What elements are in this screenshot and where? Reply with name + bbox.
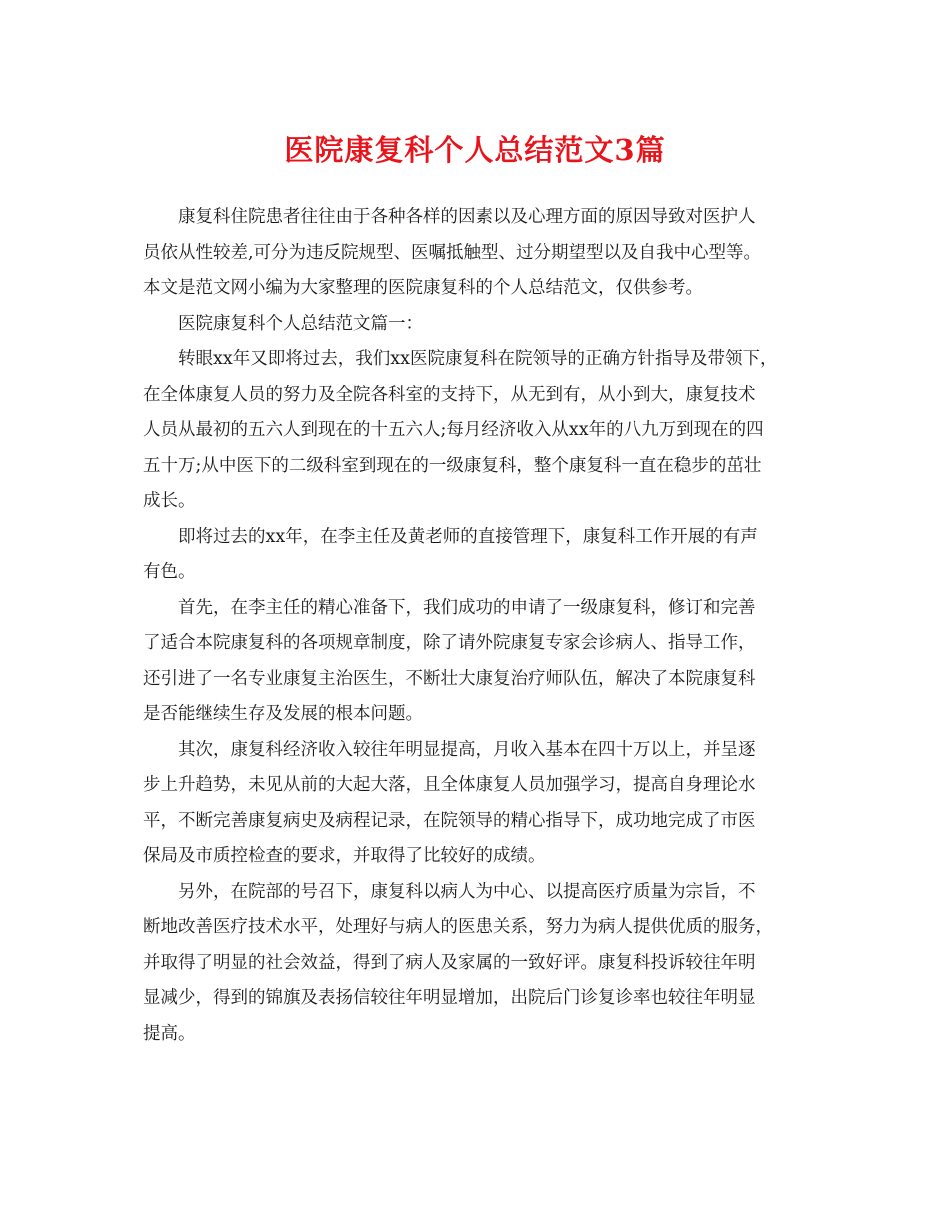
body-text-line: 了适合本院康复科的各项规章制度，除了请外院康复专家会诊病人、指导工作， bbox=[143, 633, 756, 653]
body-text-line: 转眼xx年又即将过去，我们xx医院康复科在院领导的正确方针指导及带领下， bbox=[178, 349, 778, 369]
body-text-line: 员依从性较差,可分为违反院规型、医嘱抵触型、过分期望型以及自我中心型等。 bbox=[143, 242, 762, 263]
body-text-line: 还引进了一名专业康复主治医生，不断壮大康复治疗师队伍，解决了本院康复科 bbox=[143, 668, 756, 689]
body-text-line: 平，不断完善康复病史及病程记录，在院领导的精心指导下，成功地完成了市医 bbox=[143, 810, 756, 831]
body-text-line: 有色。 bbox=[143, 562, 196, 582]
body-text-line: 本文是范文网小编为大家整理的医院康复科的个人总结范文，仅供参考。 bbox=[143, 278, 703, 298]
body-text-line: 首先，在李主任的精心准备下，我们成功的申请了一级康复科，修订和完善 bbox=[178, 597, 756, 618]
body-text-line: 断地改善医疗技术水平，处理好与病人的医患关系，努力为病人提供优质的服务， bbox=[143, 917, 773, 937]
body-text-line: 是否能继续生存及发展的根本问题。 bbox=[143, 704, 423, 724]
body-text-line: 保局及市质控检查的要求，并取得了比较好的成绩。 bbox=[143, 846, 546, 866]
body-text-line: 步上升趋势，未见从前的大起大落，且全体康复人员加强学习，提高自身理论水 bbox=[143, 775, 756, 795]
body-text-line: 即将过去的xx年，在李主任及黄老师的直接管理下，康复科工作开展的有声 bbox=[178, 526, 758, 547]
body-text-line: 提高。 bbox=[143, 1023, 196, 1044]
document-title: 医院康复科个人总结范文3篇 bbox=[284, 133, 666, 167]
body-text-line: 显减少，得到的锦旗及表扬信较往年明显增加，出院后门诊复诊率也较往年明显 bbox=[143, 988, 756, 1008]
body-text-line: 另外，在院部的号召下，康复科以病人为中心、以提高医疗质量为宗旨，不 bbox=[178, 881, 756, 902]
body-text-line: 其次，康复科经济收入较往年明显提高，月收入基本在四十万以上，并呈逐 bbox=[178, 739, 756, 760]
body-text-line: 五十万;从中医下的二级科室到现在的一级康复科，整个康复科一直在稳步的茁壮 bbox=[143, 455, 762, 476]
body-text-line: 在全体康复人员的努力及全院各科室的支持下，从无到有，从小到大，康复技术 bbox=[143, 384, 756, 405]
body-text-line: 医院康复科个人总结范文篇一： bbox=[178, 313, 423, 334]
body-text-line: 人员从最初的五六人到现在的十五六人;每月经济收入从xx年的八九万到现在的四 bbox=[143, 420, 764, 440]
body-text-line: 康复科住院患者往往由于各种各样的因素以及心理方面的原因导致对医护人 bbox=[178, 207, 756, 227]
body-text-line: 成长。 bbox=[143, 491, 196, 511]
document-body bbox=[143, 200, 823, 1052]
body-text-line: 并取得了明显的社会效益，得到了病人及家属的一致好评。康复科投诉较往年明 bbox=[143, 952, 756, 973]
